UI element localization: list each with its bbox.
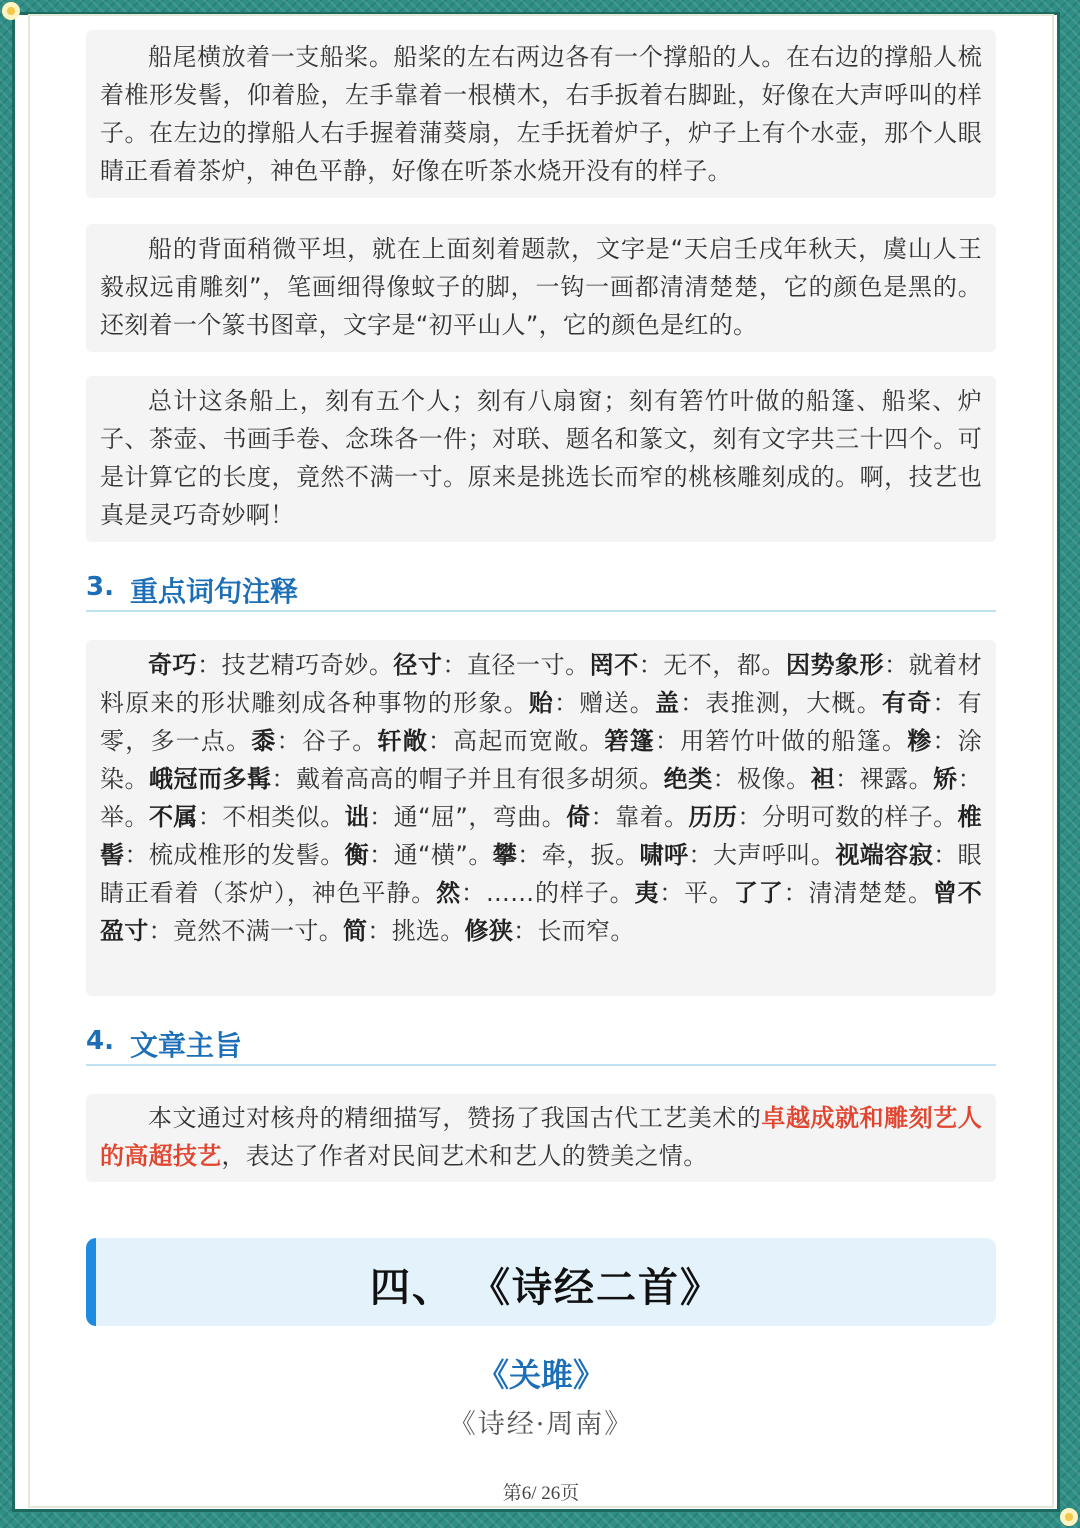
glossary-definition: ：眼睛正看着（茶炉），神色平静。: [100, 841, 982, 907]
glossary-term: 简: [343, 917, 368, 945]
poem-source: 《诗经·周南》: [448, 1409, 634, 1440]
theme-text: [100, 1099, 982, 1175]
chapter-banner: [86, 1238, 996, 1326]
glossary-definition: ：高起而宽敞。: [427, 727, 605, 755]
glossary-definition: ：用箬竹叶做的船篷。: [654, 727, 908, 755]
poem-title: 《关雎》: [476, 1356, 605, 1394]
glossary-definition: ：裸露。: [835, 765, 934, 793]
glossary-definition: ：清清楚楚。: [783, 879, 933, 907]
glossary-term: 黍: [251, 727, 277, 755]
section-title: 重点词句注释: [130, 575, 299, 608]
glossary-definition: ：不相类似。: [197, 803, 345, 831]
glossary-text: [100, 646, 982, 950]
glossary-definition: ：大声呼叫。: [688, 841, 836, 869]
glossary-definition: ：平。: [659, 879, 734, 907]
section-number: 3.: [86, 572, 114, 602]
glossary-term: 轩敞: [377, 727, 428, 755]
glossary-term: 绝类: [663, 765, 713, 793]
page-number: 第6/ 26页: [502, 1483, 580, 1504]
glossary-definition: ：涂染。: [100, 727, 982, 793]
theme-text-end: ，表达了作者对民间艺术和艺人的赞美之情。: [221, 1142, 708, 1170]
glossary-definition: ：长而窄。: [513, 917, 635, 945]
glossary-definition: ：通“横”。: [369, 841, 493, 869]
paragraph-text: 总计这条船上，刻有五个人；刻有八扇窗；刻有箬竹叶做的船篷、船桨、炉子、茶壶、书画手卷、念珠各一件；对联、题名和篆文，刻有文字共三十四个。可是计算它的长度，竟然不满一寸。原来是挑选长而窄的桃核雕刻成的。啊，技艺也真是灵巧奇妙啊！: [100, 387, 982, 529]
paragraph-box: [86, 30, 996, 198]
glossary-box: [86, 640, 996, 996]
glossary-term: 诎: [344, 803, 370, 831]
glossary-term: 径寸: [393, 651, 443, 679]
theme-text-start: 本文通过对核舟的精细描写，赞扬了我国古代工艺美术的: [148, 1104, 762, 1132]
paragraph-box: [86, 376, 996, 542]
glossary-definition: ：技艺精巧奇妙。: [197, 651, 394, 679]
section-heading: [86, 568, 996, 612]
chapter-title: 四、 《诗经二首》: [370, 1265, 722, 1311]
glossary-term: 视端容寂: [835, 841, 934, 869]
glossary-definition: ：表推测，大概。: [680, 689, 882, 717]
glossary-definition: ：就着材料原来的形状雕刻成各种事物的形象。: [100, 651, 982, 717]
paragraph-box: [86, 224, 996, 352]
glossary-definition: ：赠送。: [554, 689, 655, 717]
glossary-term: 因势象形: [785, 651, 885, 679]
glossary-definition: ：直径一寸。: [442, 651, 590, 679]
glossary-term: 袒: [810, 765, 836, 793]
glossary-term: 曾不盈寸: [100, 879, 982, 945]
section-number: 4.: [86, 1026, 114, 1056]
glossary-term: 箬篷: [604, 727, 655, 755]
glossary-term: 奇巧: [148, 651, 198, 679]
flower-decoration-icon: [1058, 1506, 1080, 1528]
glossary-term: 矫: [933, 765, 958, 793]
glossary-term: 盖: [654, 689, 681, 717]
glossary-definition: ：靠着。: [590, 803, 689, 831]
glossary-term: 贻: [528, 689, 555, 717]
glossary-definition: ：戴着高高的帽子并且有很多胡须。: [271, 765, 664, 793]
section-heading: [86, 1022, 996, 1066]
glossary-term: 椎髻: [100, 803, 982, 869]
section-title: 文章主旨: [130, 1029, 243, 1062]
glossary-definition: ：竟然不满一寸。: [148, 917, 344, 945]
paragraph-text: 船的背面稍微平坦，就在上面刻着题款，文字是“天启壬戌年秋天，虞山人王毅叔远甫雕刻”，笔画细得像蚊子的脚，一钩一画都清清楚楚，它的颜色是黑的。还刻着一个篆书图章，文字是“初平山人”，它的颜色是红的。: [100, 235, 982, 339]
glossary-definition: ：……的样子。: [460, 879, 635, 907]
glossary-term: 历历: [688, 803, 738, 831]
glossary-term: 罔不: [589, 651, 639, 679]
glossary-term: 峨冠而多髯: [149, 765, 272, 793]
glossary-term: 夷: [634, 879, 660, 907]
glossary-definition: ：牵，扳。: [517, 841, 640, 869]
glossary-definition: ：谷子。: [276, 727, 378, 755]
paragraph-text: 船尾横放着一支船桨。船桨的左右两边各有一个撑船的人。在右边的撑船人梳着椎形发髻，仰着脸，左手靠着一根横木，右手扳着右脚趾，好像在大声呼叫的样子。在左边的撑船人右手握着蒲葵扇，左手抚着炉子，炉子上有个水壶，那个人眼睛正看着茶炉，神色平静，好像在听茶水烧开没有的样子。: [100, 43, 982, 185]
glossary-term: 衡: [344, 841, 370, 869]
glossary-term: 糁: [907, 727, 933, 755]
theme-box: [86, 1094, 996, 1182]
glossary-term: 倚: [566, 803, 591, 831]
glossary-term: 不属: [148, 803, 198, 831]
glossary-definition: ：分明可数的样子。: [737, 803, 958, 831]
glossary-term: 了了: [733, 879, 784, 907]
glossary-definition: ：通“屈”，弯曲。: [369, 803, 567, 831]
glossary-definition: ：有零，多一点。: [100, 689, 982, 755]
glossary-definition: ：无不，都。: [638, 651, 786, 679]
glossary-term: 然: [436, 879, 461, 907]
glossary-term: 啸呼: [639, 841, 689, 869]
glossary-definition: ：梳成椎形的发髻。: [124, 841, 345, 869]
glossary-definition: ：极像。: [712, 765, 811, 793]
glossary-term: 攀: [492, 841, 518, 869]
theme-highlight: 卓越成就和雕刻艺人的高超技艺: [100, 1104, 982, 1170]
glossary-definition: ：挑选。: [367, 917, 465, 945]
flower-decoration-icon: [0, 0, 22, 22]
glossary-term: 修狭: [464, 917, 514, 945]
glossary-term: 有奇: [882, 689, 933, 717]
glossary-definition: ：举。: [100, 765, 982, 831]
